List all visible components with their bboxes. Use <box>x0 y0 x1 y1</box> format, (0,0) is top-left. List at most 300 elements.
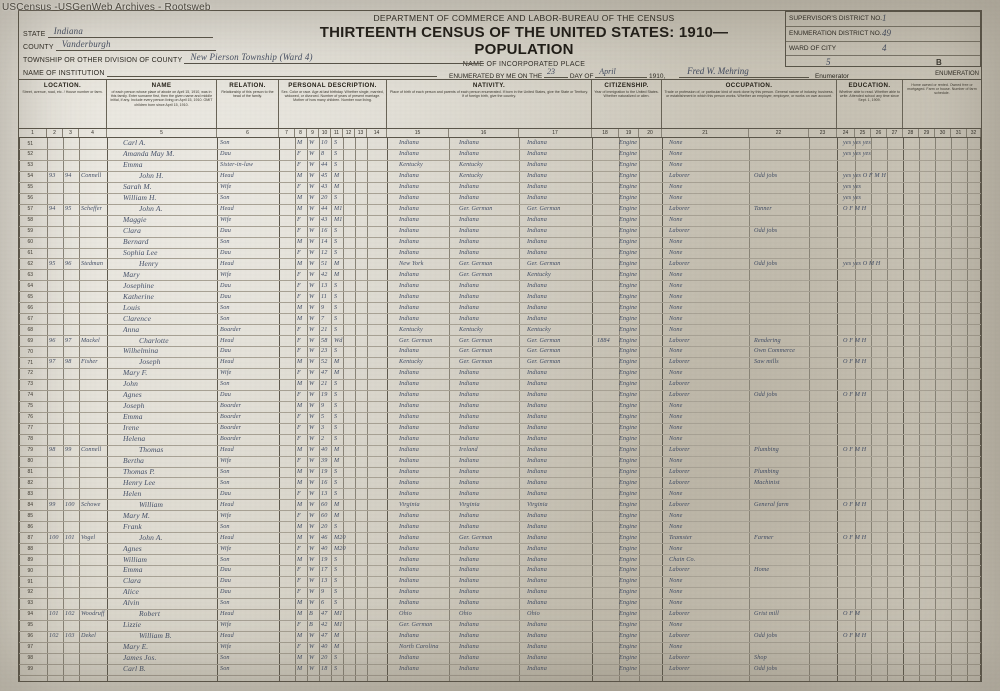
enumerator-label: Enumerator <box>814 73 849 80</box>
handwritten-entry: Lizzie <box>123 620 142 630</box>
handwritten-entry: F <box>297 435 301 443</box>
handwritten-entry: 44 <box>321 161 328 169</box>
grid-column-rule <box>871 138 872 681</box>
handwritten-entry: Wife <box>220 643 232 651</box>
colgroup-occupation <box>662 80 837 128</box>
handwritten-entry: Dekel <box>81 632 96 640</box>
handwritten-entry: O F M H <box>843 205 867 213</box>
handwritten-entry: Joseph <box>139 357 161 367</box>
handwritten-entry: F <box>297 227 301 234</box>
handwritten-entry: Dau <box>220 391 231 399</box>
handwritten-entry: Son <box>220 314 230 322</box>
handwritten-entry: S <box>334 577 338 585</box>
colgroup-relation-desc: Relationship of this person to the head of the family. <box>221 90 274 99</box>
handwritten-entry: None <box>669 281 683 289</box>
handwritten-entry: 2 <box>321 435 325 443</box>
handwritten-entry: S <box>334 281 338 289</box>
township-field <box>23 53 543 66</box>
handwritten-entry: 96 <box>65 259 72 267</box>
colgroup-education-desc: Whether able to read. Whether able to write. Attended school any time since Sept. 1, 1909. <box>839 90 900 103</box>
handwritten-entry: Indiana <box>459 413 479 421</box>
handwritten-entry: W <box>309 248 315 256</box>
grid-row-rule <box>19 675 981 676</box>
handwritten-entry: S <box>334 566 338 574</box>
colgroup-name-name: NAME <box>151 82 172 89</box>
handwritten-entry: Laborer <box>669 566 690 574</box>
census-title: THIRTEENTH CENSUS OF THE UNITED STATES: 1910—POPULATION <box>319 24 729 58</box>
handwritten-entry: Indiana <box>527 632 547 640</box>
handwritten-entry: S <box>334 665 338 672</box>
handwritten-entry: Head <box>220 533 234 541</box>
supervisor-district-row <box>786 12 980 27</box>
colgroup-relation <box>217 80 279 128</box>
handwritten-entry: Indiana <box>527 161 547 169</box>
handwritten-entry: Head <box>220 632 234 640</box>
handwritten-entry: W <box>309 303 315 311</box>
colgroup-name-desc: of each person whose place of abode on April 15, 1910, was in this family. Enter surname first, then the given name and middle initial, if any. Include every person living on April 15, 1910. OMIT children born since April 15, 1910. <box>110 90 213 107</box>
handwritten-entry: Indiana <box>459 183 479 191</box>
handwritten-entry: 18 <box>321 665 328 672</box>
handwritten-entry: Indiana <box>399 183 419 191</box>
grid-column-rule <box>903 138 904 681</box>
handwritten-entry: W <box>309 325 315 333</box>
handwritten-entry: Odd jobs <box>754 172 778 180</box>
handwritten-entry: 45 <box>321 172 328 180</box>
handwritten-entry: 99 <box>49 500 56 508</box>
handwritten-entry: Laborer <box>669 205 690 213</box>
handwritten-entry: Emma <box>123 412 143 422</box>
grid-column-rule <box>295 138 296 681</box>
handwritten-entry: Son <box>220 522 230 530</box>
handwritten-entry: F <box>297 183 301 191</box>
row-number: 68 <box>27 326 33 333</box>
handwritten-entry: 19 <box>321 467 328 475</box>
handwritten-entry: 40 <box>321 446 328 453</box>
handwritten-entry: Kentucky <box>399 325 423 333</box>
handwritten-entry: Indiana <box>527 248 547 256</box>
handwritten-entry: Sarah M. <box>123 182 152 192</box>
handwritten-entry: S <box>334 402 338 410</box>
handwritten-entry: W <box>309 314 315 322</box>
enumeration-district-value: 49 <box>882 27 891 38</box>
handwritten-entry: Kentucky <box>459 325 483 333</box>
handwritten-entry: Vogel <box>81 533 96 541</box>
handwritten-entry: F <box>297 270 301 278</box>
handwritten-entry: 21 <box>321 325 328 333</box>
handwritten-entry: F <box>297 577 301 585</box>
handwritten-entry: Engine <box>619 391 638 399</box>
grid-row-rule <box>19 532 981 533</box>
handwritten-entry: Head <box>220 446 234 453</box>
handwritten-entry: 42 <box>321 621 328 629</box>
colgroup-relation-name: RELATION. <box>229 82 266 89</box>
handwritten-entry: M <box>334 632 340 640</box>
handwritten-entry: Odd jobs <box>754 259 778 267</box>
handwritten-entry: William B. <box>139 631 172 641</box>
grid-row-rule <box>19 653 981 654</box>
handwritten-entry: M1 <box>334 621 343 629</box>
handwritten-entry: Boarder <box>220 424 242 432</box>
handwritten-entry: Mary E. <box>123 642 149 652</box>
handwritten-entry: Indiana <box>527 511 547 519</box>
handwritten-entry: W <box>309 139 315 147</box>
handwritten-entry: F <box>297 292 301 300</box>
handwritten-entry: M <box>297 380 303 388</box>
handwritten-entry: Indiana <box>527 194 547 202</box>
handwritten-entry: W <box>309 665 315 672</box>
row-number: 65 <box>27 293 33 300</box>
handwritten-entry: S <box>334 161 338 169</box>
handwritten-entry: Kentucky <box>459 161 483 169</box>
handwritten-entry: Anna <box>123 324 140 334</box>
handwritten-entry: W <box>309 194 315 202</box>
handwritten-entry: Laborer <box>669 336 690 344</box>
grid-column-rule <box>980 138 981 681</box>
handwritten-entry: None <box>669 456 683 464</box>
handwritten-entry: Indiana <box>459 424 479 432</box>
handwritten-entry: 1884 <box>597 336 610 344</box>
handwritten-entry: Son <box>220 665 230 672</box>
handwritten-entry: Alvin <box>123 598 140 608</box>
grid-row-rule <box>19 423 981 424</box>
grid-column-rule <box>809 138 810 681</box>
form-header <box>19 11 981 79</box>
grid-column-rule <box>217 138 218 681</box>
row-number: 60 <box>27 239 33 246</box>
grid-column-rule <box>319 138 320 681</box>
handwritten-entry: 96 <box>49 336 56 344</box>
handwritten-entry: W <box>309 555 315 563</box>
handwritten-entry: Kentucky <box>399 358 423 366</box>
state-label: STATE <box>23 31 46 38</box>
grid-column-rule <box>343 138 344 681</box>
grid-row-rule <box>19 477 981 478</box>
handwritten-entry: None <box>669 303 683 311</box>
handwritten-entry: M <box>334 369 340 377</box>
row-number: 72 <box>27 370 33 377</box>
handwritten-entry: Indiana <box>399 237 419 245</box>
handwritten-entry: Laborer <box>669 500 690 508</box>
handwritten-entry: Laborer <box>669 632 690 640</box>
handwritten-entry: Indiana <box>459 588 479 596</box>
column-number-2: 2 <box>47 129 63 137</box>
handwritten-entry: Indiana <box>459 632 479 640</box>
handwritten-entry: John A. <box>139 204 163 214</box>
row-number: 70 <box>27 348 33 355</box>
handwritten-entry: W <box>309 478 315 486</box>
handwritten-entry: F <box>297 643 301 651</box>
handwritten-entry: S <box>334 194 338 202</box>
colgroup-citizenship-name: CITIZENSHIP. <box>604 82 649 89</box>
handwritten-entry: Indiana <box>459 522 479 530</box>
handwritten-entry: Charlotte <box>139 335 169 345</box>
handwritten-entry: Chain Co. <box>669 555 696 563</box>
handwritten-entry: W <box>309 205 315 213</box>
grid-row-rule <box>19 401 981 402</box>
colgroup-citizenship <box>592 80 662 128</box>
handwritten-entry: Kentucky <box>399 161 423 169</box>
handwritten-entry: Agnes <box>123 543 142 553</box>
handwritten-entry: M20 <box>334 533 346 541</box>
row-number: 79 <box>27 447 33 454</box>
handwritten-entry: Indiana <box>527 391 547 399</box>
handwritten-entry: 8 <box>321 150 325 158</box>
handwritten-entry: Indiana <box>527 172 547 180</box>
handwritten-entry: Indiana <box>399 139 419 147</box>
handwritten-entry: Indiana <box>527 456 547 464</box>
handwritten-entry: Ohio <box>527 610 540 618</box>
grid-row-rule <box>19 565 981 566</box>
row-number: 54 <box>27 173 33 180</box>
handwritten-entry: Engine <box>619 380 638 388</box>
handwritten-entry: S <box>334 413 338 421</box>
handwritten-entry: Indiana <box>399 599 419 607</box>
column-number-4: 4 <box>79 129 107 137</box>
handwritten-entry: Engine <box>619 533 638 541</box>
handwritten-entry: F <box>297 325 301 333</box>
handwritten-entry: S <box>334 314 338 322</box>
handwritten-entry: 102 <box>65 610 75 618</box>
handwritten-entry: O F M H <box>843 358 867 366</box>
handwritten-entry: W <box>309 413 315 421</box>
handwritten-entry: Ger. German <box>459 533 493 541</box>
handwritten-entry: Engine <box>619 413 638 421</box>
handwritten-entry: yes yes <box>843 194 862 202</box>
enumeration-district-row <box>786 27 980 42</box>
handwritten-entry: Laborer <box>669 665 690 672</box>
handwritten-entry: W <box>309 588 315 596</box>
handwritten-entry: Indiana <box>399 380 419 388</box>
handwritten-entry: W <box>309 446 315 453</box>
handwritten-entry: None <box>669 369 683 377</box>
handwritten-entry: 9 <box>321 402 325 410</box>
column-number-8: 8 <box>295 129 307 137</box>
handwritten-entry: W <box>309 270 315 278</box>
handwritten-entry: Wife <box>220 544 232 552</box>
handwritten-entry: Laborer <box>669 259 690 267</box>
handwritten-entry: W <box>309 577 315 585</box>
handwritten-entry: 42 <box>321 270 328 278</box>
handwritten-entry: Indiana <box>527 489 547 497</box>
handwritten-entry: Ger. German <box>527 358 561 366</box>
handwritten-entry: M1 <box>334 205 343 213</box>
handwritten-entry: Head <box>220 259 234 267</box>
handwritten-entry: Josephine <box>123 280 154 290</box>
archive-watermark: USCensus -USGenWeb Archives - Rootsweb <box>2 2 211 13</box>
colgroup-personal-description <box>279 80 387 128</box>
handwritten-entry: Engine <box>619 511 638 519</box>
handwritten-entry: None <box>669 413 683 421</box>
handwritten-entry: Engine <box>619 248 638 256</box>
handwritten-entry: 93 <box>49 172 56 180</box>
handwritten-entry: Engine <box>619 336 638 344</box>
county-label: COUNTY <box>23 44 54 51</box>
handwritten-entry: William <box>123 554 148 564</box>
row-number: 92 <box>27 589 33 596</box>
ward-label: WARD OF CITY <box>789 44 837 52</box>
handwritten-entry: Irene <box>123 423 140 433</box>
handwritten-entry: O F M H <box>843 336 867 344</box>
handwritten-entry: W <box>309 599 315 607</box>
grid-column-rule <box>935 138 936 681</box>
grid-row-rule <box>19 499 981 500</box>
row-number: 80 <box>27 458 33 465</box>
handwritten-entry: Odd jobs <box>754 391 778 399</box>
row-number: 57 <box>27 206 33 213</box>
column-number-29: 29 <box>919 129 935 137</box>
handwritten-entry: Indiana <box>399 566 419 574</box>
handwritten-entry: Indiana <box>459 139 479 147</box>
handwritten-entry: Indiana <box>459 380 479 388</box>
handwritten-entry: Dau <box>220 489 231 497</box>
handwritten-entry: 39 <box>321 456 328 464</box>
column-number-26: 26 <box>871 129 887 137</box>
department-line: DEPARTMENT OF COMMERCE AND LABOR-BUREAU OF THE CENSUS <box>373 13 675 23</box>
handwritten-entry: 13 <box>321 281 328 289</box>
grid-column-rule <box>519 138 520 681</box>
handwritten-entry: 94 <box>65 172 72 180</box>
handwritten-entry: Ohio <box>399 610 412 618</box>
handwritten-entry: W <box>309 391 315 399</box>
grid-row-rule <box>19 204 981 205</box>
handwritten-entry: Sister-in-law <box>220 161 254 169</box>
colgroup-nativity-desc: Place of birth of each person and parents of each person enumerated. If born in the United States, give the State or Territory. If of foreign birth, give the country. <box>389 90 589 99</box>
row-number: 96 <box>27 633 33 640</box>
handwritten-entry: Emma <box>123 565 143 575</box>
handwritten-entry: 100 <box>49 533 59 541</box>
handwritten-entry: Indiana <box>527 402 547 410</box>
column-number-13: 13 <box>355 129 367 137</box>
handwritten-entry: Engine <box>619 325 638 333</box>
grid-row-rule <box>19 193 981 194</box>
handwritten-entry: Wilhelmina <box>123 346 159 356</box>
handwritten-entry: S <box>334 380 338 388</box>
handwritten-entry: None <box>669 643 683 651</box>
handwritten-entry: Laborer <box>669 467 690 475</box>
handwritten-entry: Tanner <box>754 205 772 213</box>
colgroup-location <box>19 80 107 128</box>
handwritten-entry: Engine <box>619 314 638 322</box>
handwritten-entry: None <box>669 402 683 410</box>
handwritten-entry: Woodruff <box>81 610 105 618</box>
handwritten-entry: Mary M. <box>123 510 150 520</box>
handwritten-entry: Stedman <box>81 259 104 267</box>
handwritten-entry: Engine <box>619 500 638 508</box>
handwritten-entry: Engine <box>619 489 638 497</box>
handwritten-entry: Indiana <box>527 577 547 585</box>
grid-column-rule <box>639 138 640 681</box>
handwritten-entry: Engine <box>619 194 638 202</box>
handwritten-entry: Engine <box>619 358 638 366</box>
handwritten-entry: Clara <box>123 576 142 586</box>
handwritten-entry: Engine <box>619 621 638 629</box>
handwritten-entry: Virginia <box>527 500 548 508</box>
column-number-20: 20 <box>639 129 662 137</box>
grid-row-rule <box>19 237 981 238</box>
handwritten-entry: Indiana <box>527 566 547 574</box>
handwritten-entry: Indiana <box>527 522 547 530</box>
handwritten-entry: Indiana <box>399 522 419 530</box>
handwritten-entry: Kentucky <box>527 270 551 278</box>
handwritten-entry: Indiana <box>399 402 419 410</box>
handwritten-entry: W <box>309 566 315 574</box>
handwritten-entry: Indiana <box>399 369 419 377</box>
row-number: 63 <box>27 271 33 278</box>
handwritten-entry: Engine <box>619 665 638 672</box>
column-number-25: 25 <box>855 129 871 137</box>
handwritten-entry: Indiana <box>459 227 479 234</box>
handwritten-entry: Indiana <box>399 446 419 453</box>
handwritten-entry: Ger. German <box>527 259 561 267</box>
handwritten-entry: Grist mill <box>754 610 779 618</box>
handwritten-entry: Indiana <box>399 194 419 202</box>
handwritten-entry: Engine <box>619 303 638 311</box>
handwritten-entry: Wife <box>220 183 232 191</box>
handwritten-entry: M <box>297 665 303 672</box>
handwritten-entry: Dau <box>220 566 231 574</box>
grid-row-rule <box>19 456 981 457</box>
handwritten-entry: Indiana <box>459 544 479 552</box>
handwritten-entry: Laborer <box>669 391 690 399</box>
grid-column-rule <box>749 138 750 681</box>
ward-of-city-row <box>786 42 980 57</box>
handwritten-entry: 40 <box>321 643 328 651</box>
column-number-17: 17 <box>519 129 592 137</box>
row-number: 83 <box>27 490 33 497</box>
column-number-30: 30 <box>935 129 951 137</box>
handwritten-entry: Carl B. <box>123 664 146 673</box>
handwritten-entry: Indiana <box>527 303 547 311</box>
handwritten-entry: yes yes yes <box>843 150 871 158</box>
handwritten-entry: Henry Lee <box>123 477 156 487</box>
handwritten-entry: Son <box>220 380 230 388</box>
handwritten-entry: O F M H <box>843 533 867 541</box>
handwritten-entry: F <box>297 369 301 377</box>
grid-row-rule <box>19 434 981 435</box>
handwritten-entry: 95 <box>65 205 72 213</box>
handwritten-entry: Joseph <box>123 401 145 411</box>
column-number-23: 23 <box>809 129 837 137</box>
handwritten-entry: Virginia <box>459 500 480 508</box>
handwritten-entry: Son <box>220 599 230 607</box>
handwritten-entry: Indiana <box>459 150 479 158</box>
grid-row-rule <box>19 346 981 347</box>
handwritten-entry: Indiana <box>459 456 479 464</box>
handwritten-entry: Henry <box>139 258 159 268</box>
row-number: 56 <box>27 195 33 202</box>
handwritten-entry: Katherine <box>123 291 154 301</box>
handwritten-entry: Engine <box>619 577 638 585</box>
handwritten-entry: Son <box>220 555 230 563</box>
handwritten-entry: W <box>309 467 315 475</box>
handwritten-entry: 13 <box>321 489 328 497</box>
colgroup-personal-name: PERSONAL DESCRIPTION. <box>288 82 377 89</box>
handwritten-entry: Maggie <box>123 215 147 225</box>
column-number-32: 32 <box>967 129 981 137</box>
grid-column-rule <box>367 138 368 681</box>
grid-row-rule <box>19 258 981 259</box>
handwritten-entry: Indiana <box>527 665 547 672</box>
handwritten-entry: None <box>669 139 683 147</box>
handwritten-entry: Indiana <box>527 544 547 552</box>
row-number: 69 <box>27 337 33 344</box>
handwritten-entry: Ger. German <box>527 336 561 344</box>
handwritten-entry: M <box>297 610 303 618</box>
grid-column-rule <box>449 138 450 681</box>
handwritten-entry: Emma <box>123 160 143 170</box>
handwritten-entry: None <box>669 577 683 585</box>
handwritten-entry: Son <box>220 237 230 245</box>
